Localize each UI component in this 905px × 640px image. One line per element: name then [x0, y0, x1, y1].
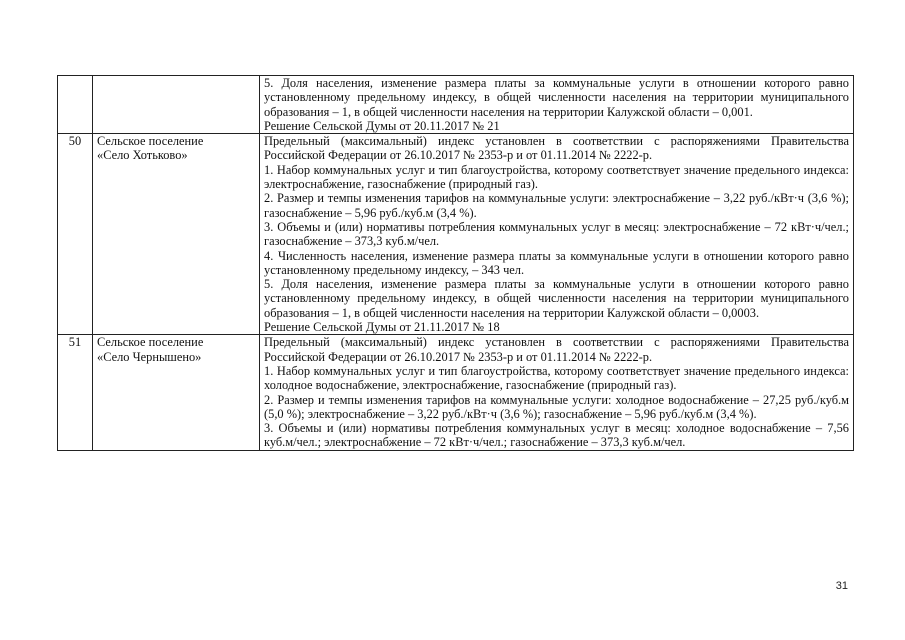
- paragraph: 2. Размер и темпы изменения тарифов на коммунальные услуги: холодное водоснабжение – 27,25 руб./куб.м (5,0 %); электроснабжение – 3,22 руб./кВт·ч (3,6 %); газоснабжение – 5,96 руб./куб.м (3,4 %).: [264, 392, 849, 421]
- settlements-table: [57, 75, 854, 451]
- index-description: [260, 76, 854, 134]
- index-description: [260, 335, 854, 450]
- paragraph: 5. Доля населения, изменение размера платы за коммунальные услуги в отношении которого равно установленному предельному индексу, в общей численности населения на территории муниципального образования – 1, в общей численности населения на территории Калужской области – 0,001.: [264, 76, 849, 119]
- settlement-name: [93, 134, 260, 335]
- settlement-name-line: «Село Чернышено»: [97, 349, 202, 364]
- paragraph: 2. Размер и темпы изменения тарифов на коммунальные услуги: электроснабжение – 3,22 руб./кВт·ч (3,6 %); газоснабжение – 5,96 руб./куб.м (3,4 %).: [264, 191, 849, 220]
- table-row: [58, 76, 854, 134]
- paragraph: Предельный (максимальный) индекс установлен в соответствии с распоряжениями Правительства Российской Федерации от 26.10.2017 № 2353-р и от 01.11.2014 № 2222-р.: [264, 134, 849, 163]
- decision-reference: Решение Сельской Думы от 21.11.2017 № 18: [264, 320, 500, 335]
- row-number: 50: [58, 134, 93, 335]
- settlement-name-line: Сельское поселение: [97, 134, 204, 149]
- index-description: [260, 134, 854, 335]
- paragraph: 3. Объемы и (или) нормативы потребления коммунальных услуг в месяц: электроснабжение – 72 кВт·ч/чел.; газоснабжение – 373,3 куб.м/чел.: [264, 219, 849, 249]
- settlement-name: [93, 335, 260, 450]
- table-row: [58, 335, 854, 450]
- paragraph: 3. Объемы и (или) нормативы потребления коммунальных услуг в месяц: холодное водоснабжение – 7,56 куб.м/чел.; электроснабжение – 72 кВт·ч/чел.; газоснабжение – 373,3 куб.м/чел.: [264, 421, 849, 450]
- row-number: [58, 76, 93, 134]
- paragraph: 4. Численность населения, изменение размера платы за коммунальные услуги в отношении которого равно установленному предельному индексу, – 343 чел.: [264, 248, 849, 277]
- paragraph: 5. Доля населения, изменение размера платы за коммунальные услуги в отношении которого равно установленному предельному индексу, в общей численности населения на территории муниципального образования – 1, в общей численности населения на территории Калужской области – 0,0003.: [264, 277, 849, 320]
- paragraph: 1. Набор коммунальных услуг и тип благоустройства, которому соответствует значение предельного индекса: холодное водоснабжение, электроснабжение, газоснабжение (природный газ).: [264, 363, 849, 393]
- row-number: 51: [58, 335, 93, 450]
- settlement-name: [93, 76, 260, 134]
- page-number: 31: [835, 580, 848, 592]
- settlement-name-line: Сельское поселение: [97, 335, 204, 350]
- paragraph: 1. Набор коммунальных услуг и тип благоустройства, которому соответствует значение предельного индекса: электроснабжение, газоснабжение (природный газ).: [264, 162, 849, 192]
- paragraph: Предельный (максимальный) индекс установлен в соответствии с распоряжениями Правительства Российской Федерации от 26.10.2017 № 2353-р и от 01.11.2014 № 2222-р.: [264, 335, 849, 364]
- table-row: [58, 134, 854, 335]
- decision-reference: Решение Сельской Думы от 20.11.2017 № 21: [264, 118, 500, 133]
- settlement-name-line: «Село Хотьково»: [97, 148, 188, 163]
